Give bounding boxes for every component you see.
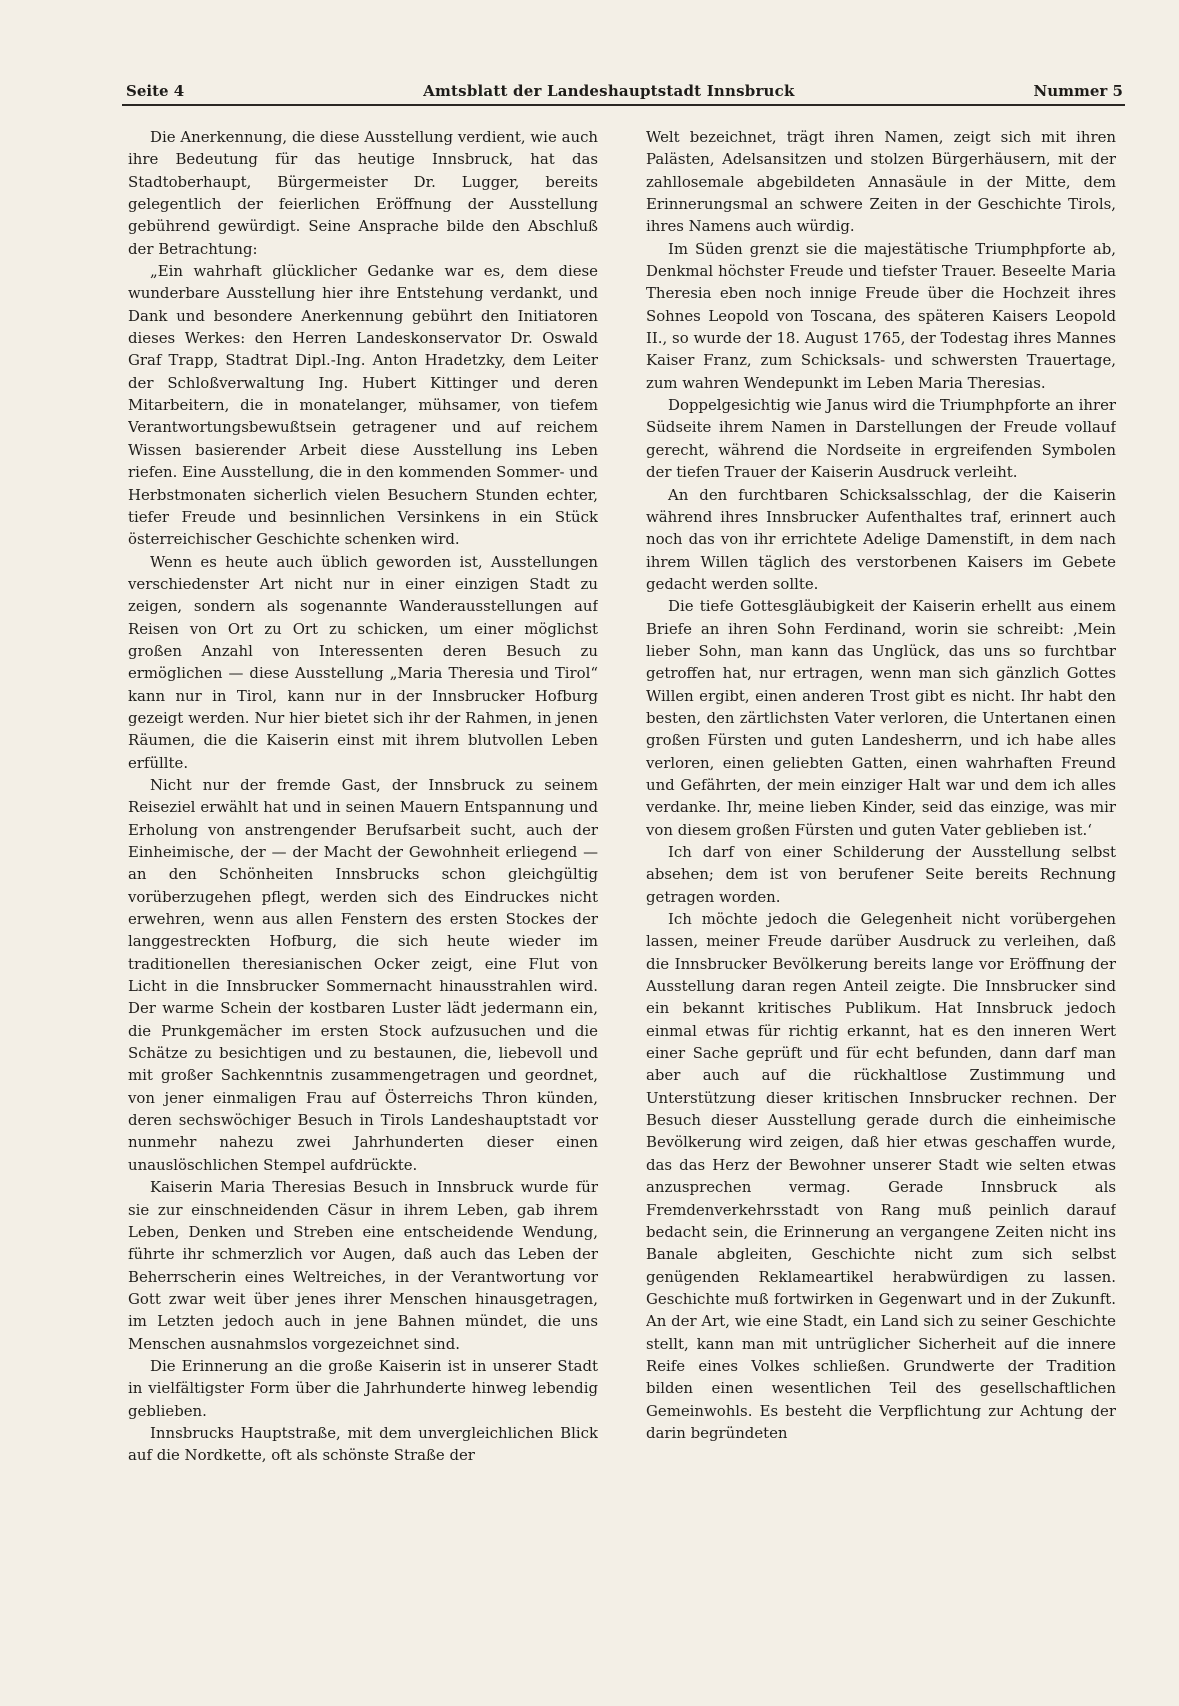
paragraph: Ich darf von einer Schilderung der Ausstellung selbst absehen; dem ist von berufener Seite bereits Rechnung getragen worden. xyxy=(646,843,1116,906)
right-column xyxy=(646,126,1116,1676)
header-rule xyxy=(122,104,1125,106)
page-number: Seite 4 xyxy=(126,82,185,100)
left-column xyxy=(128,126,598,1676)
paragraph: Die Erinnerung an die große Kaiserin ist in unserer Stadt in vielfältigster Form über die Jahrhunderte hinweg lebendig geblieben. xyxy=(128,1356,598,1420)
issue-number: Nummer 5 xyxy=(1033,82,1123,100)
paragraph: Nicht nur der fremde Gast, der Innsbruck zu seinem Reiseziel erwählt hat und in seinen Mauern Entspannung und Erholung von anstrengender Berufsarbeit sucht, auch der Einheimische, der — der Macht der Gewohnheit erliegend — an den Schönheiten Innsbrucks schon gleichgültig vorüberzugehen pflegt, werden sich des Eindruckes nicht erwehren, wenn aus allen Fenstern des ersten Stockes der langgestreckten Hofburg, die sich heute wieder im traditionellen theresianischen Ocker zeigt, eine Flut von Licht in die Innsbrucker Sommernacht hinausstrahlen wird. Der warme Schein der kostbaren Luster lädt jedermann ein, die Prunkgemächer im ersten Stock aufzusuchen und die Schätze zu besichtigen und zu bestaunen, die, liebevoll und mit großer Sachkenntnis zusammengetragen und geordnet, von jener einmaligen Frau auf Österreichs Thron künden, deren sechswöchiger Besuch in Tirols Landeshauptstadt vor nunmehr nahezu zwei Jahrhunderten dieser einen unauslöschlichen Stempel aufdrückte. xyxy=(128,775,598,1174)
paragraph: „Ein wahrhaft glücklicher Gedanke war es, dem diese wunderbare Ausstellung hier ihre Entstehung verdankt, und Dank und besondere Anerkennung gebührt den Initiatoren dieses Werkes: den Herren Landeskonservator Dr. Oswald Graf Trapp, Stadtrat Dipl.-Ing. Anton Hradetzky, dem Leiter der Schloßverwaltung Ing. Hubert Kittinger und deren Mitarbeitern, die in monatelanger, mühsamer, von tiefem Verantwortungsbewußtsein getragener und auf reichem Wissen basierender Arbeit diese Ausstellung ins Leben riefen. Eine Ausstellung, die in den kommenden Sommer- und Herbstmonaten sicherlich vielen Besuchern Stunden echter, tiefer Freude und besinnlichen Versinkens in ein Stück österreichischer Geschichte schenken wird. xyxy=(128,262,598,549)
paragraph: Innsbrucks Hauptstraße, mit dem unvergleichlichen Blick auf die Nordkette, oft als schönste Straße der xyxy=(128,1423,598,1465)
paragraph: Die Anerkennung, die diese Ausstellung verdient, wie auch ihre Bedeutung für das heutige Innsbruck, hat das Stadtoberhaupt, Bürgermeister Dr. Lugger, bereits gelegentlich der feierlichen Eröffnung der Ausstellung gebührend gewürdigt. Seine Ansprache bilde den Abschluß der Betrachtung: xyxy=(128,128,598,258)
page-header xyxy=(126,78,1123,100)
paragraph: Die tiefe Gottesgläubigkeit der Kaiserin erhellt aus einem Briefe an ihren Sohn Ferdinand, worin sie schreibt: ‚Mein lieber Sohn, man kann das Unglück, das uns so furchtbar getroffen hat, nur ertragen, wenn man sich gänzlich Gottes Willen ergibt, einen anderen Trost gibt es nicht. Ihr habt den besten, den zärtlichsten Vater verloren, die Untertanen einen großen Fürsten und guten Landesherrn, und ich habe alles verloren, einen geliebten Gatten, einen wahrhaften Freund und Gefährten, der mein einziger Halt war und dem ich alles verdanke. Ihr, meine lieben Kinder, seid das einzige, was mir von diesem großen Fürsten und guten Vater geblieben ist.‘ xyxy=(646,597,1116,839)
paragraph: Kaiserin Maria Theresias Besuch in Innsbruck wurde für sie zur einschneidenden Cäsur in ihrem Leben, gab ihrem Leben, Denken und Streben eine entscheidende Wendung, führte ihr schmerzlich vor Augen, daß auch das Leben der Beherrscherin eines Weltreiches, in der Verantwortung vor Gott zwar weit über jenes ihrer Menschen hinausgetragen, im Letzten jedoch auch in jene Bahnen mündet, die uns Menschen ausnahmslos vorgezeichnet sind. xyxy=(128,1178,598,1353)
paragraph: Im Süden grenzt sie die majestätische Triumphpforte ab, Denkmal höchster Freude und tiefster Trauer. Beseelte Maria Theresia eben noch innige Freude über die Hochzeit ihres Sohnes Leopold von Toscana, des späteren Kaisers Leopold II., so wurde der 18. August 1765, der Todestag ihres Mannes Kaiser Franz, zum Schicksals- und schwersten Trauertage, zum wahren Wendepunkt im Leben Maria Theresias. xyxy=(646,239,1116,392)
paragraph: Wenn es heute auch üblich geworden ist, Ausstellungen verschiedenster Art nicht nur in einer einzigen Stadt zu zeigen, sondern als sogenannte Wanderausstellungen auf Reisen von Ort zu Ort zu schicken, um einer möglichst großen Anzahl von Interessenten deren Besuch zu ermöglichen — diese Ausstellung „Maria Theresia und Tirol“ kann nur in Tirol, kann nur in der Innsbrucker Hofburg gezeigt werden. Nur hier bietet sich ihr der Rahmen, in jenen Räumen, die die Kaiserin einst mit ihrem blutvollen Leben erfüllte. xyxy=(128,552,598,772)
paragraph: Doppelgesichtig wie Janus wird die Triumphpforte an ihrer Südseite ihrem Namen in Darstellungen der Freude vollauf gerecht, während die Nordseite in ergreifenden Symbolen der tiefen Trauer der Kaiserin Ausdruck verleiht. xyxy=(646,396,1116,482)
paragraph: An den furchtbaren Schicksalsschlag, der die Kaiserin während ihres Innsbrucker Aufenthaltes traf, erinnert auch noch das von ihr errichtete Adelige Damenstift, in dem nach ihrem Willen täglich des verstorbenen Kaisers im Gebete gedacht werden sollte. xyxy=(646,485,1116,593)
publication-title: Amtsblatt der Landeshauptstadt Innsbruck xyxy=(423,82,795,100)
paragraph: Welt bezeichnet, trägt ihren Namen, zeigt sich mit ihren Palästen, Adelsansitzen und stolzen Bürgerhäusern, mit der zahllosemale abgebildeten Annasäule in der Mitte, dem Erinnerungsmal an schwere Zeiten in der Geschichte Tirols, ihres Namens auch würdig. xyxy=(646,128,1116,236)
paragraph: Ich möchte jedoch die Gelegenheit nicht vorübergehen lassen, meiner Freude darüber Ausdruck zu verleihen, daß die Innsbrucker Bevölkerung bereits lange vor Eröffnung der Ausstellung daran regen Anteil zeigte. Die Innsbrucker sind ein bekannt kritisches Publikum. Hat Innsbruck jedoch einmal etwas für richtig erkannt, hat es den inneren Wert einer Sache geprüft und für echt befunden, dann darf man aber auch auf die rückhaltlose Zustimmung und Unterstützung dieser kritischen Innsbrucker rechnen. Der Besuch dieser Ausstellung gerade durch die einheimische Bevölkerung wird zeigen, daß hier etwas geschaffen wurde, das das Herz der Bewohner unserer Stadt wie selten etwas anzusprechen vermag. Gerade Innsbruck als Fremdenverkehrsstadt von Rang muß peinlich darauf bedacht sein, die Erinnerung an vergangene Zeiten nicht ins Banale abgleiten, Geschichte nicht zum sich selbst genügenden Reklameartikel herabwürdigen zu lassen. Geschichte muß fortwirken in Gegenwart und in der Zukunft. An der Art, wie eine Stadt, ein Land sich zu seiner Geschichte stellt, kann man mit untrüglicher Sicherheit auf die innere Reife eines Volkes schließen. Grundwerte der Tradition bilden einen wesentlichen Teil des gesellschaftlichen Gemeinwohls. Es besteht die Verpflichtung zur Achtung der darin begründeten xyxy=(646,910,1116,1442)
